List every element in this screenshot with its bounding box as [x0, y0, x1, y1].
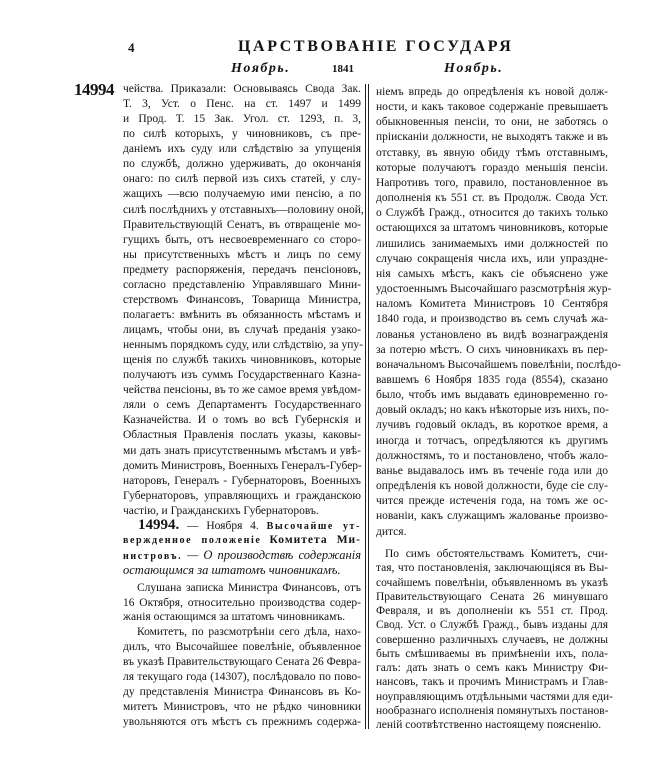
text-line: ны присутственныхъ мѣстъ и лицъ по сему: [123, 248, 361, 261]
right-paragraph-1: [376, 85, 622, 540]
month-right: Ноябрь.: [444, 61, 504, 76]
text-line: лованья установлено въ видѣ вознагражденія: [376, 328, 608, 341]
text-line: дится.: [376, 525, 407, 538]
text-line: вавшемъ 6 Ноября 1835 года (8554), сказано: [376, 373, 608, 386]
text-line: По симъ обстоятельствамъ Комитетъ, счи-: [385, 548, 608, 560]
text-line: иногда и тотчасъ, опредѣляются къ другимъ: [376, 434, 608, 447]
text-line: быть смѣшиваемы въ примѣненіи ихъ, пола-: [376, 647, 608, 660]
text-line: предмету распоряженія, передачъ пенсіоновъ,: [123, 263, 361, 276]
text-line: даніемъ ихъ суду или слѣдствію за упущенія: [123, 143, 361, 156]
heading-subject: остающимся за штатомъ чиновникамъ.: [123, 563, 341, 577]
text-line: дополненія къ 551 ст. въ Продолж. Свода Уст.: [376, 192, 608, 205]
entry-date: — Ноября 4.: [187, 520, 259, 532]
text-line: дилъ, что Высочайшее повелѣніе, объявленное: [123, 641, 361, 653]
text-line: галъ: дать знать о семъ какъ Министру Фи-: [376, 662, 608, 674]
heading-text: вержденное положеніе: [123, 535, 262, 546]
text-line: отставку, въ явную обиду тѣмъ отставнымъ,: [376, 146, 608, 159]
text-line: 1840 года, и производство въ семъ случаѣ жа-: [376, 313, 608, 326]
text-line: сочайшемъ повелѣніи, объявленномъ въ указѣ: [376, 576, 608, 589]
text-line: обыкновенныя пенсіи, то они, не заботясь о: [376, 116, 608, 129]
text-line: по службѣ, должно удерживать, до окончанія: [123, 158, 361, 171]
text-line: и Прод. Т. 15 Зак. Угол. ст. 1293, п. 3,: [123, 113, 361, 126]
text-line: щенія по службѣ такихъ чиновниковъ, которые: [123, 354, 361, 367]
text-line: жащихъ —всю получаемую ими пенсію, а по: [123, 188, 361, 201]
text-line: ноуправляющимъ отдѣльными частями для еди-: [376, 690, 613, 703]
text-line: гущихъ быть, отъ несвоевременнаго со сторо-: [123, 233, 361, 246]
text-line: ности, и какъ таковое содержаніе превышаетъ: [376, 101, 608, 114]
right-paragraph-2: [376, 547, 613, 732]
text-line: увольняются отъ мѣстъ съ прежнимъ содержа-: [123, 716, 361, 728]
text-line: было, чтобъ имъ выдавать единовременно го-: [376, 389, 608, 402]
heading-text: Комитета Ми-: [269, 534, 361, 546]
text-line: которые получаютъ гораздо меньшія пенсіи.: [376, 161, 608, 174]
text-line: ляли о семъ Департаментъ Государственнаго: [123, 399, 361, 412]
text-line: онаго: по силѣ первой изъ сихъ статей, у слу-: [123, 173, 361, 186]
text-line: пріисканіи должности, не выходятъ также и въ: [376, 131, 608, 144]
text-line: ніемъ впредь до опредѣленія къ новой долж-: [376, 86, 608, 98]
text-line: наломъ Комитета Министровъ 10 Сентября: [376, 298, 608, 311]
text-line: совершенно различныхъ случаевъ, не должны: [376, 633, 608, 646]
text-line: остающихся за штатомъ чиновниковъ, которые: [376, 222, 608, 235]
text-line: Губернаторовъ, управляющихъ и гражданскою: [123, 489, 361, 502]
text-line: воначальномъ Высочайшемъ повелѣніи, послѣдо-: [376, 358, 622, 371]
year: 1841: [332, 63, 354, 75]
text-line: опредѣленія къ новой должности, буде сіе слу-: [376, 480, 608, 493]
text-line: Правительствующій Сенатъ, въ отвращеніе мо-: [123, 218, 361, 231]
running-title: ЦАРСТВОВАНІЕ ГОСУДАРЯ: [238, 38, 514, 55]
text-line: довый окладъ; но какъ нѣкоторые изъ нихъ, по-: [376, 404, 609, 417]
text-line: лишились занимаемыхъ ими должностей по: [376, 237, 608, 250]
text-line: Слушана записка Министра Финансовъ, отъ: [137, 582, 361, 594]
text-line: ми дать знать присутственнымъ мѣстамъ и увѣ-: [123, 444, 361, 457]
text-line: нія самыхъ мѣстъ, какъ сіе объяснено уже: [376, 267, 608, 280]
text-line: въ указѣ Правительствующаго Сената 26 Февра-: [123, 656, 361, 668]
text-line: неннымъ порядкомъ суду, или слѣдствію, за упу-: [123, 339, 363, 352]
text-line: по силѣ которыхъ, у чиновниковъ, съ пре-: [123, 128, 361, 141]
column-divider: [368, 84, 369, 729]
text-line: нансовъ, такъ и прочимъ Министрамъ и Глав-: [376, 676, 608, 689]
heading-text: Высочайше ут-: [266, 521, 361, 532]
text-line: Областныя Правленія послать указы, каковы-: [123, 429, 361, 442]
column-divider: [365, 84, 366, 729]
page-number: 4: [128, 40, 135, 55]
heading-text: нистровъ.: [123, 551, 183, 562]
left-paragraph-3: [123, 625, 361, 730]
text-line: получаютъ изъ суммъ Государственнаго Казна-: [123, 369, 361, 382]
text-line: Казначейства. И о томъ во всѣ Губернскія и: [123, 414, 361, 427]
text-line: лицамъ, чтобы они, въ случаѣ преданія узако-: [123, 324, 361, 336]
heading-line: [123, 518, 361, 533]
text-line: Свод. Уст. о Службѣ Гражд., бывъ изданы для: [376, 619, 608, 632]
left-paragraph-1: [123, 82, 364, 519]
text-line: лучивъ годовый окладъ, въ короткое время, а: [376, 419, 608, 432]
text-line: ду представленія Министра Финансовъ въ Ко-: [123, 686, 361, 698]
text-line: митетъ Министровъ, что не рѣдко чиновники: [123, 701, 361, 713]
left-paragraph-2: [123, 581, 361, 625]
text-line: должностямъ, то и постановлено, чтобъ жало-: [376, 449, 608, 462]
entry-number: 14994.: [138, 517, 180, 533]
text-line: силѣ послѣднихъ у отставныхъ—половину оной,: [123, 203, 364, 216]
text-line: 16 Октября, относительно производства содер-: [123, 596, 361, 609]
text-line: леній соотвѣтственно настоящему поясненію.: [376, 719, 602, 731]
text-line: за потерю мѣстъ. О сихъ чиновникахъ въ пер-: [376, 343, 608, 356]
text-line: Правительствующаго Сената 26 минувшаго: [376, 590, 608, 603]
text-line: удостоеннымъ Высочайшаго разсмотрѣнія жур-: [376, 283, 612, 296]
text-line: Напротивъ того, правило, постановленное въ: [376, 176, 608, 189]
text-line: чится прежде истеченія года, на томъ же ос-: [376, 495, 608, 508]
text-line: случаю сокращенія числа ихъ, или упраздне-: [376, 252, 608, 265]
text-line: согласно представленію Управлявшаго Мини-: [123, 278, 361, 291]
text-line: наторовъ, Генералъ - Губернаторовъ, Военныхъ: [123, 474, 361, 487]
text-line: полагаетъ: вмѣнить въ обязанность мѣстамъ и: [123, 308, 361, 321]
text-line: нообразнаго исполненія помянутыхъ постанов-: [376, 704, 609, 717]
heading-subject: — О производствѣ содержанія: [187, 548, 362, 562]
heading-line: [123, 533, 361, 548]
heading-line: [123, 548, 361, 563]
margin-entry-number: 14994: [74, 80, 114, 99]
text-line: чейства пенсіоны, въ то же самое время увѣдом-: [123, 384, 361, 397]
text-line: тая, что постановленія, заключающіяся въ Вы-: [376, 562, 608, 575]
text-line: домить Министровъ, Военныхъ Генералъ-Губер-: [123, 459, 362, 472]
text-line: Т. 3, Уст. о Пенс. на ст. 1497 и 1499: [123, 98, 361, 111]
heading-line: [123, 563, 361, 578]
text-line: чейства. Приказали: Основываясь Свода Зак.: [123, 83, 361, 95]
text-line: стерствомъ Финансовъ, Товарища Министра,: [123, 293, 361, 306]
text-line: о Службѣ Гражд., относится до такихъ только: [376, 207, 608, 220]
text-line: ванье выдавалось имъ въ теченіе года или до: [376, 464, 608, 477]
text-line: нованіи, какъ служащимъ жалованье произво-: [376, 510, 608, 523]
text-line: жанія остающимся за штатомъ чиновникамъ.: [123, 611, 346, 623]
month-left: Ноябрь.: [231, 61, 291, 76]
text-line: ля текущаго года (14307), послѣдовало по пово-: [123, 671, 361, 683]
text-line: Февраля, и въ дополненіи къ 551 ст. Прод.: [376, 605, 608, 617]
entry-heading: [123, 518, 361, 578]
text-line: Комитетъ, по разсмотрѣніи сего дѣла, нахо-: [137, 626, 361, 638]
text-line: частію, и Гражданскихъ Губернаторовъ.: [123, 504, 319, 517]
